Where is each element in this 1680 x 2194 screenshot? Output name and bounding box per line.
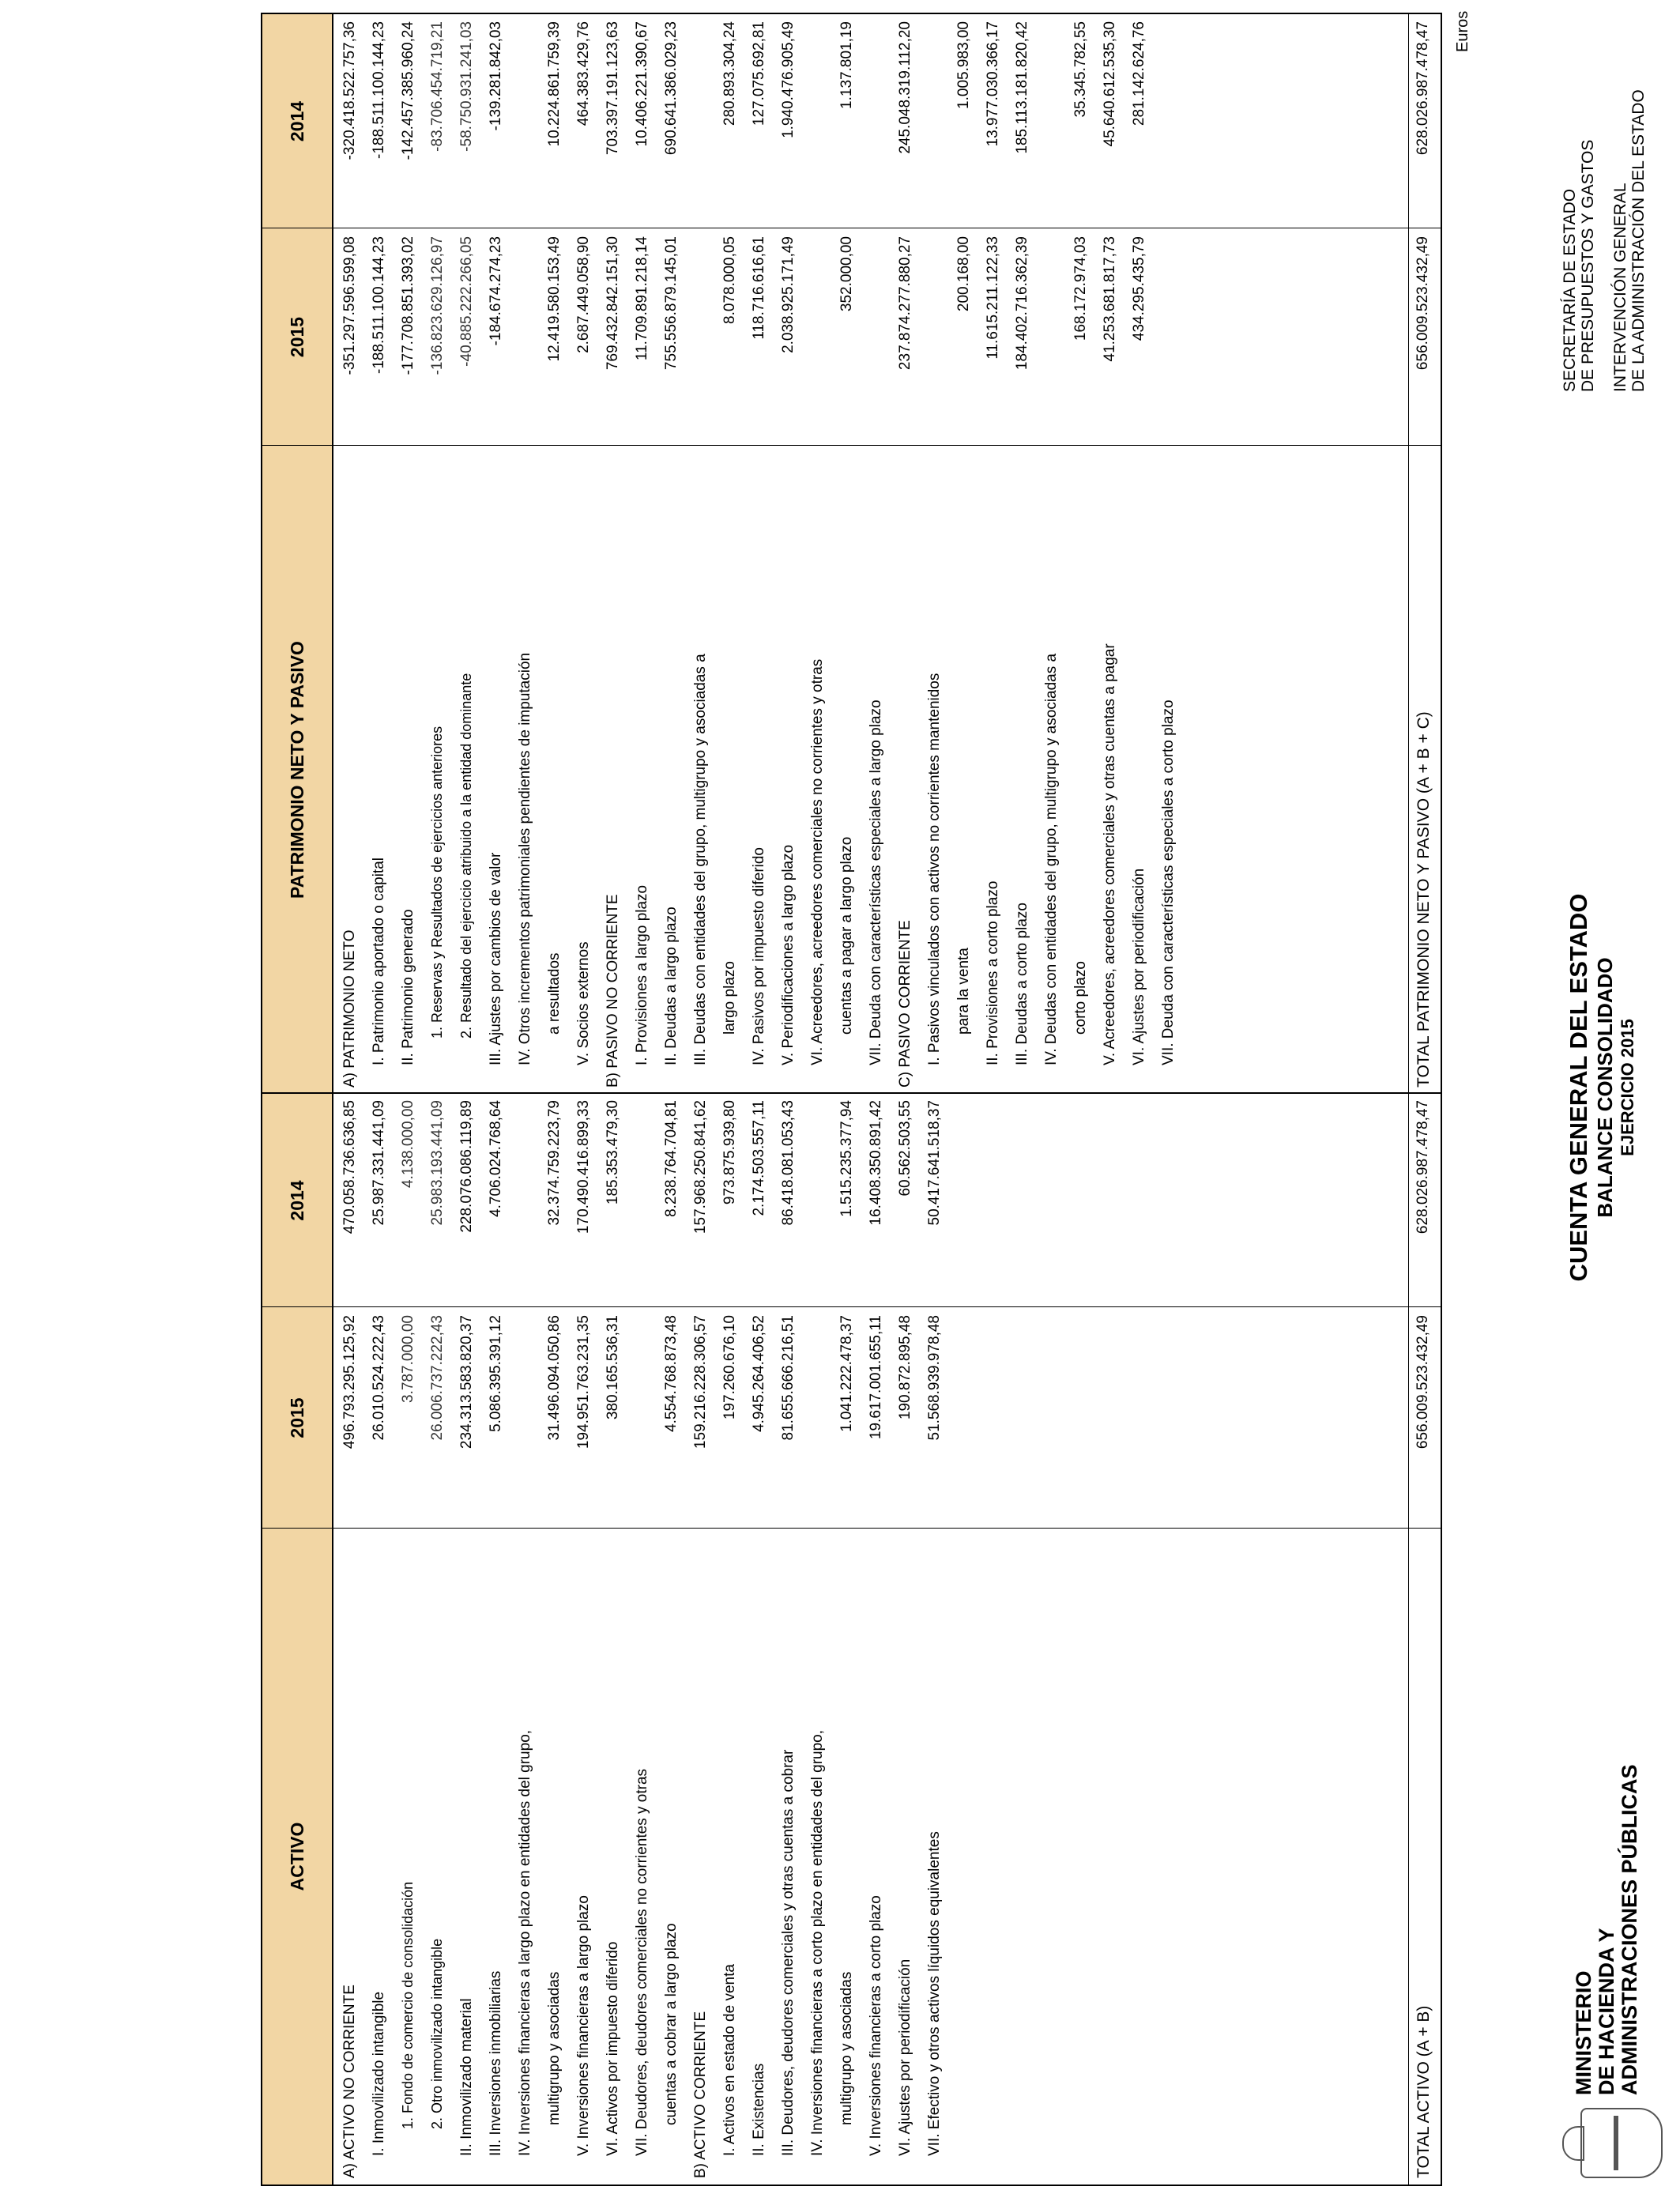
- activo-value-2014: 16.408.350.891,42: [868, 1100, 884, 1226]
- activo-value-2015: 496.793.295.125,92: [341, 1315, 358, 1449]
- activo-row-label: B) ACTIVO CORRIENTE: [692, 2011, 709, 2178]
- secretaria-block: [1561, 89, 1648, 392]
- pasivo-value-2014: 10.224.861.759,39: [546, 21, 563, 147]
- pasivo-value-2014: 464.383.429,76: [575, 21, 592, 126]
- pasivo-row-label: V. Periodificaciones a largo plazo: [780, 844, 797, 1065]
- activo-value-2014: 973.875.939,80: [721, 1100, 738, 1205]
- activo-value-2015: 190.872.895,48: [897, 1315, 913, 1420]
- pasivo-value-2014: 245.048.319.112,20: [897, 21, 913, 154]
- pasivo-value-2015: 352.000,00: [838, 236, 855, 312]
- pasivo-row-label: a resultados: [546, 952, 563, 1035]
- pasivo-value-2014: 13.977.030.366,17: [985, 21, 1001, 147]
- pasivo-value-2015: 434.295.435,79: [1131, 236, 1147, 341]
- pasivo-row-label: III. Ajustes por cambios de valor: [488, 852, 504, 1065]
- activo-value-2014: 25.983.193.441,09: [429, 1100, 446, 1226]
- activo-row-label: 2. Otro inmovilizado intangible: [429, 1938, 445, 2129]
- pasivo-value-2015: 41.253.681.817,73: [1102, 236, 1118, 362]
- activo-row-label: VI. Activos por impuesto diferido: [605, 1941, 621, 2156]
- pasivo-total-2014: 628.026.987.478,47: [1414, 21, 1431, 156]
- activo-row-label: cuentas a cobrar a largo plazo: [663, 1923, 680, 2125]
- activo-value-2015: 380.165.536,31: [605, 1315, 621, 1420]
- pasivo-row-label: 1. Reservas y Resultados de ejercicios anteriores: [429, 726, 445, 1039]
- activo-value-2015: 3.787.000,00: [400, 1315, 416, 1403]
- secretaria-line: DE PRESUPUESTOS Y GASTOS: [1579, 139, 1597, 392]
- pasivo-value-2015: -351.297.596.599,08: [341, 236, 358, 375]
- pasivo-total-label: TOTAL PATRIMONIO NETO Y PASIVO (A + B + C): [1414, 711, 1433, 1088]
- pasivo-value-2015: 8.078.000,05: [721, 236, 738, 324]
- activo-value-2015: 81.655.666.216,51: [780, 1315, 797, 1441]
- pasivo-row-label: I. Pasivos vinculados con activos no corrientes mantenidos: [926, 673, 943, 1065]
- activo-value-2014: 2.174.503.557,11: [751, 1100, 767, 1216]
- pasivo-value-2015: 2.038.925.171,49: [780, 236, 797, 353]
- activo-value-2015: 19.617.001.655,11: [868, 1315, 884, 1440]
- activo-row-label: 1. Fondo de comercio de consolidación: [400, 1881, 416, 2129]
- pasivo-value-2015: 118.716.616,61: [751, 236, 767, 340]
- activo-row-label: IV. Inversiones financieras a corto plazo en entidades del grupo,: [809, 1729, 826, 2156]
- balance-table: [261, 13, 1442, 2186]
- pasivo-value-2014: -142.457.385.960,24: [400, 21, 416, 160]
- pasivo-row-label: V. Socios externos: [575, 941, 592, 1065]
- pasivo-value-2015: 2.687.449.058,90: [575, 236, 592, 353]
- pasivo-value-2014: -58.750.931.241,03: [458, 21, 475, 152]
- report-subtitle: BALANCE CONSOLIDADO: [1593, 957, 1617, 1218]
- pasivo-row-label: C) PASIVO CORRIENTE: [897, 920, 913, 1088]
- pasivo-value-2014: 35.345.782,55: [1072, 21, 1089, 118]
- pasivo-row-label: I. Provisiones a largo plazo: [634, 884, 650, 1065]
- pasivo-value-2015: 184.402.716.362,39: [1014, 236, 1030, 371]
- ministry-line: DE HACIENDA Y: [1595, 1928, 1618, 2095]
- activo-value-2014: 4.706.024.768,64: [488, 1100, 504, 1217]
- activo-row-label: multigrupo y asociadas: [838, 1971, 855, 2125]
- activo-row-label: VII. Deudores, deudores comerciales no corrientes y otras: [634, 1768, 650, 2156]
- activo-row-label: III. Inversiones inmobiliarias: [488, 1970, 504, 2156]
- activo-row-label: A) ACTIVO NO CORRIENTE: [341, 1985, 358, 2178]
- ministry-line: MINISTERIO: [1572, 1970, 1595, 2095]
- activo-row-label: III. Deudores, deudores comerciales y otras cuentas a cobrar: [780, 1749, 797, 2156]
- activo-row-label: II. Inmovilizado material: [458, 1998, 475, 2156]
- activo-value-2015: 4.554.768.873,48: [663, 1315, 680, 1432]
- activo-value-2015: 5.086.395.391,12: [488, 1315, 504, 1432]
- activo-value-2014: 86.418.081.053,43: [780, 1100, 797, 1226]
- pasivo-value-2014: -83.706.454.719,21: [429, 21, 446, 152]
- pasivo-value-2015: 769.432.842.151,30: [605, 236, 621, 371]
- activo-total-2014: 628.026.987.478,47: [1414, 1100, 1431, 1235]
- activo-value-2015: 1.041.222.478,37: [838, 1315, 855, 1432]
- pasivo-value-2015: 12.419.580.153,49: [546, 236, 563, 362]
- pasivo-value-2014: -320.418.522.757,36: [341, 21, 358, 160]
- pasivo-row-label: VI. Acreedores, acreedores comerciales no corrientes y otras: [809, 658, 826, 1065]
- activo-value-2014: 8.238.764.704,81: [663, 1100, 680, 1217]
- pasivo-value-2014: 45.640.612.535,30: [1102, 21, 1118, 147]
- coat-of-arms-icon: [1580, 2108, 1663, 2178]
- report-title-block: [1565, 850, 1638, 1325]
- intervencion-line: INTERVENCIÓN GENERAL: [1611, 183, 1629, 392]
- pasivo-value-2015: -136.823.629.126,97: [429, 236, 446, 375]
- pasivo-row-label: II. Patrimonio generado: [400, 909, 416, 1065]
- secretaria-line: SECRETARÍA DE ESTADO: [1561, 188, 1579, 392]
- pasivo-value-2015: 168.172.974,03: [1072, 236, 1089, 341]
- header-activo-2015: 2015: [262, 1307, 333, 1529]
- pasivo-value-2015: -184.674.274,23: [488, 236, 504, 346]
- activo-total-2015: 656.009.523.432,49: [1414, 1315, 1431, 1449]
- activo-value-2015: 194.951.763.231,35: [575, 1315, 592, 1449]
- header-activo: ACTIVO: [262, 1529, 333, 2185]
- pasivo-value-2015: -177.708.851.393,02: [400, 236, 416, 375]
- ministry-line: ADMINISTRACIONES PÚBLICAS: [1618, 1764, 1641, 2095]
- pasivo-row-label: V. Acreedores, acreedores comerciales y otras cuentas a pagar: [1102, 643, 1118, 1065]
- pasivo-row-label: A) PATRIMONIO NETO: [341, 929, 358, 1088]
- activo-value-2014: 4.138.000,00: [400, 1100, 416, 1188]
- activo-value-2014: 170.490.416.899,33: [575, 1100, 592, 1235]
- pasivo-total-2015: 656.009.523.432,49: [1414, 236, 1431, 371]
- currency-label: Euros: [1454, 10, 1471, 52]
- pasivo-value-2015: -40.885.222.266,05: [458, 236, 475, 367]
- activo-row-label: VI. Ajustes por periodificación: [897, 1958, 913, 2156]
- activo-row-label: I. Inmovilizado intangible: [371, 1991, 387, 2156]
- pasivo-value-2014: -139.281.842,03: [488, 21, 504, 131]
- activo-row-label: multigrupo y asociadas: [546, 1971, 563, 2125]
- activo-value-2015: 51.568.939.978,48: [926, 1315, 943, 1441]
- header-pasivo: PATRIMONIO NETO Y PASIVO: [262, 446, 333, 1094]
- header-activo-2014: 2014: [262, 1094, 333, 1307]
- pasivo-value-2015: 200.168,00: [955, 236, 972, 312]
- pasivo-row-label: IV. Pasivos por impuesto diferido: [751, 846, 767, 1065]
- activo-row-label: II. Existencias: [751, 2063, 767, 2156]
- pasivo-row-label: para la venta: [955, 948, 972, 1035]
- pasivo-row-label: corto plazo: [1072, 961, 1089, 1035]
- pasivo-row-label: III. Deudas a corto plazo: [1014, 903, 1030, 1065]
- pasivo-row-label: largo plazo: [721, 961, 738, 1035]
- pasivo-value-2014: 10.406.221.390,67: [634, 21, 650, 147]
- activo-value-2014: 157.968.250.841,62: [692, 1100, 709, 1235]
- activo-value-2014: 228.076.086.119,89: [458, 1100, 475, 1233]
- pasivo-row-label: II. Provisiones a corto plazo: [985, 880, 1001, 1065]
- activo-value-2015: 4.945.264.406,52: [751, 1315, 767, 1432]
- pasivo-value-2015: 237.874.277.880,27: [897, 236, 913, 371]
- pasivo-value-2014: 185.113.181.820,42: [1014, 21, 1030, 154]
- activo-row-label: I. Activos en estado de venta: [721, 1964, 738, 2156]
- activo-total-label: TOTAL ACTIVO (A + B): [1414, 2005, 1433, 2178]
- pasivo-value-2014: 703.397.191.123,63: [605, 21, 621, 156]
- pasivo-row-label: IV. Otros incrementos patrimoniales pendientes de imputación: [517, 652, 533, 1065]
- pasivo-row-label: 2. Resultado del ejercicio atribuido a la entidad dominante: [458, 673, 474, 1039]
- pasivo-value-2014: 127.075.692,81: [751, 21, 767, 126]
- activo-row-label: IV. Inversiones financieras a largo plazo en entidades del grupo,: [517, 1729, 533, 2156]
- pasivo-row-label: VII. Deuda con características especiales a largo plazo: [868, 699, 884, 1065]
- activo-value-2015: 197.260.676,10: [721, 1315, 738, 1420]
- pasivo-value-2014: 1.940.476.905,49: [780, 21, 797, 138]
- activo-value-2014: 32.374.759.223,79: [546, 1100, 563, 1226]
- pasivo-row-label: B) PASIVO NO CORRIENTE: [605, 894, 621, 1088]
- activo-row-label: V. Inversiones financieras a largo plazo: [575, 1895, 592, 2156]
- pasivo-value-2015: 755.556.879.145,01: [663, 236, 680, 371]
- header-pasivo-2014: 2014: [262, 14, 333, 228]
- activo-value-2014: 470.058.736.636,85: [341, 1100, 358, 1235]
- pasivo-row-label: III. Deudas con entidades del grupo, multigrupo y asociadas a: [692, 654, 709, 1065]
- header-pasivo-2015: 2015: [262, 228, 333, 446]
- pasivo-row-label: VII. Deuda con características especiales a corto plazo: [1160, 699, 1177, 1065]
- pasivo-value-2015: 11.615.211.122,33: [985, 236, 1001, 360]
- report-exercise: EJERCICIO 2015: [1618, 1019, 1637, 1156]
- ministry-name: [1573, 1764, 1641, 2095]
- activo-value-2015: 31.496.094.050,86: [546, 1315, 563, 1441]
- report-title: CUENTA GENERAL DEL ESTADO: [1565, 893, 1592, 1282]
- intervencion-line: DE LA ADMINISTRACIÓN DEL ESTADO: [1629, 89, 1648, 392]
- activo-value-2014: 1.515.235.377,94: [838, 1100, 855, 1217]
- pasivo-row-label: VI. Ajustes por periodificación: [1131, 868, 1147, 1065]
- pasivo-value-2014: 1.005.983,00: [955, 21, 972, 109]
- pasivo-value-2014: 281.142.624,76: [1131, 21, 1147, 126]
- activo-value-2014: 60.562.503,55: [897, 1100, 913, 1197]
- activo-value-2014: 50.417.641.518,37: [926, 1100, 943, 1226]
- activo-value-2014: 25.987.331.441,09: [371, 1100, 387, 1226]
- activo-value-2015: 26.006.737.222,43: [429, 1315, 446, 1441]
- pasivo-value-2014: 1.137.801,19: [838, 21, 855, 109]
- activo-row-label: V. Inversiones financieras a corto plazo: [868, 1895, 884, 2156]
- pasivo-value-2014: 280.893.304,24: [721, 21, 738, 126]
- pasivo-value-2014: -188.511.100.144,23: [371, 21, 387, 159]
- pasivo-row-label: II. Deudas a largo plazo: [663, 907, 680, 1065]
- activo-value-2015: 234.313.583.820,37: [458, 1315, 475, 1449]
- activo-value-2014: 185.353.479,30: [605, 1100, 621, 1205]
- pasivo-value-2015: -188.511.100.144,23: [371, 236, 387, 374]
- pasivo-row-label: cuentas a pagar a largo plazo: [838, 836, 855, 1035]
- pasivo-row-label: IV. Deudas con entidades del grupo, multigrupo y asociadas a: [1043, 653, 1060, 1065]
- activo-value-2015: 159.216.228.306,57: [692, 1315, 709, 1449]
- pasivo-value-2015: 11.709.891.218,14: [634, 236, 650, 361]
- activo-row-label: VII. Efectivo y otros activos líquidos equivalentes: [926, 1831, 943, 2156]
- pasivo-value-2014: 690.641.386.029,23: [663, 21, 680, 156]
- pasivo-row-label: I. Patrimonio aportado o capital: [371, 858, 387, 1065]
- activo-value-2015: 26.010.524.222,43: [371, 1315, 387, 1441]
